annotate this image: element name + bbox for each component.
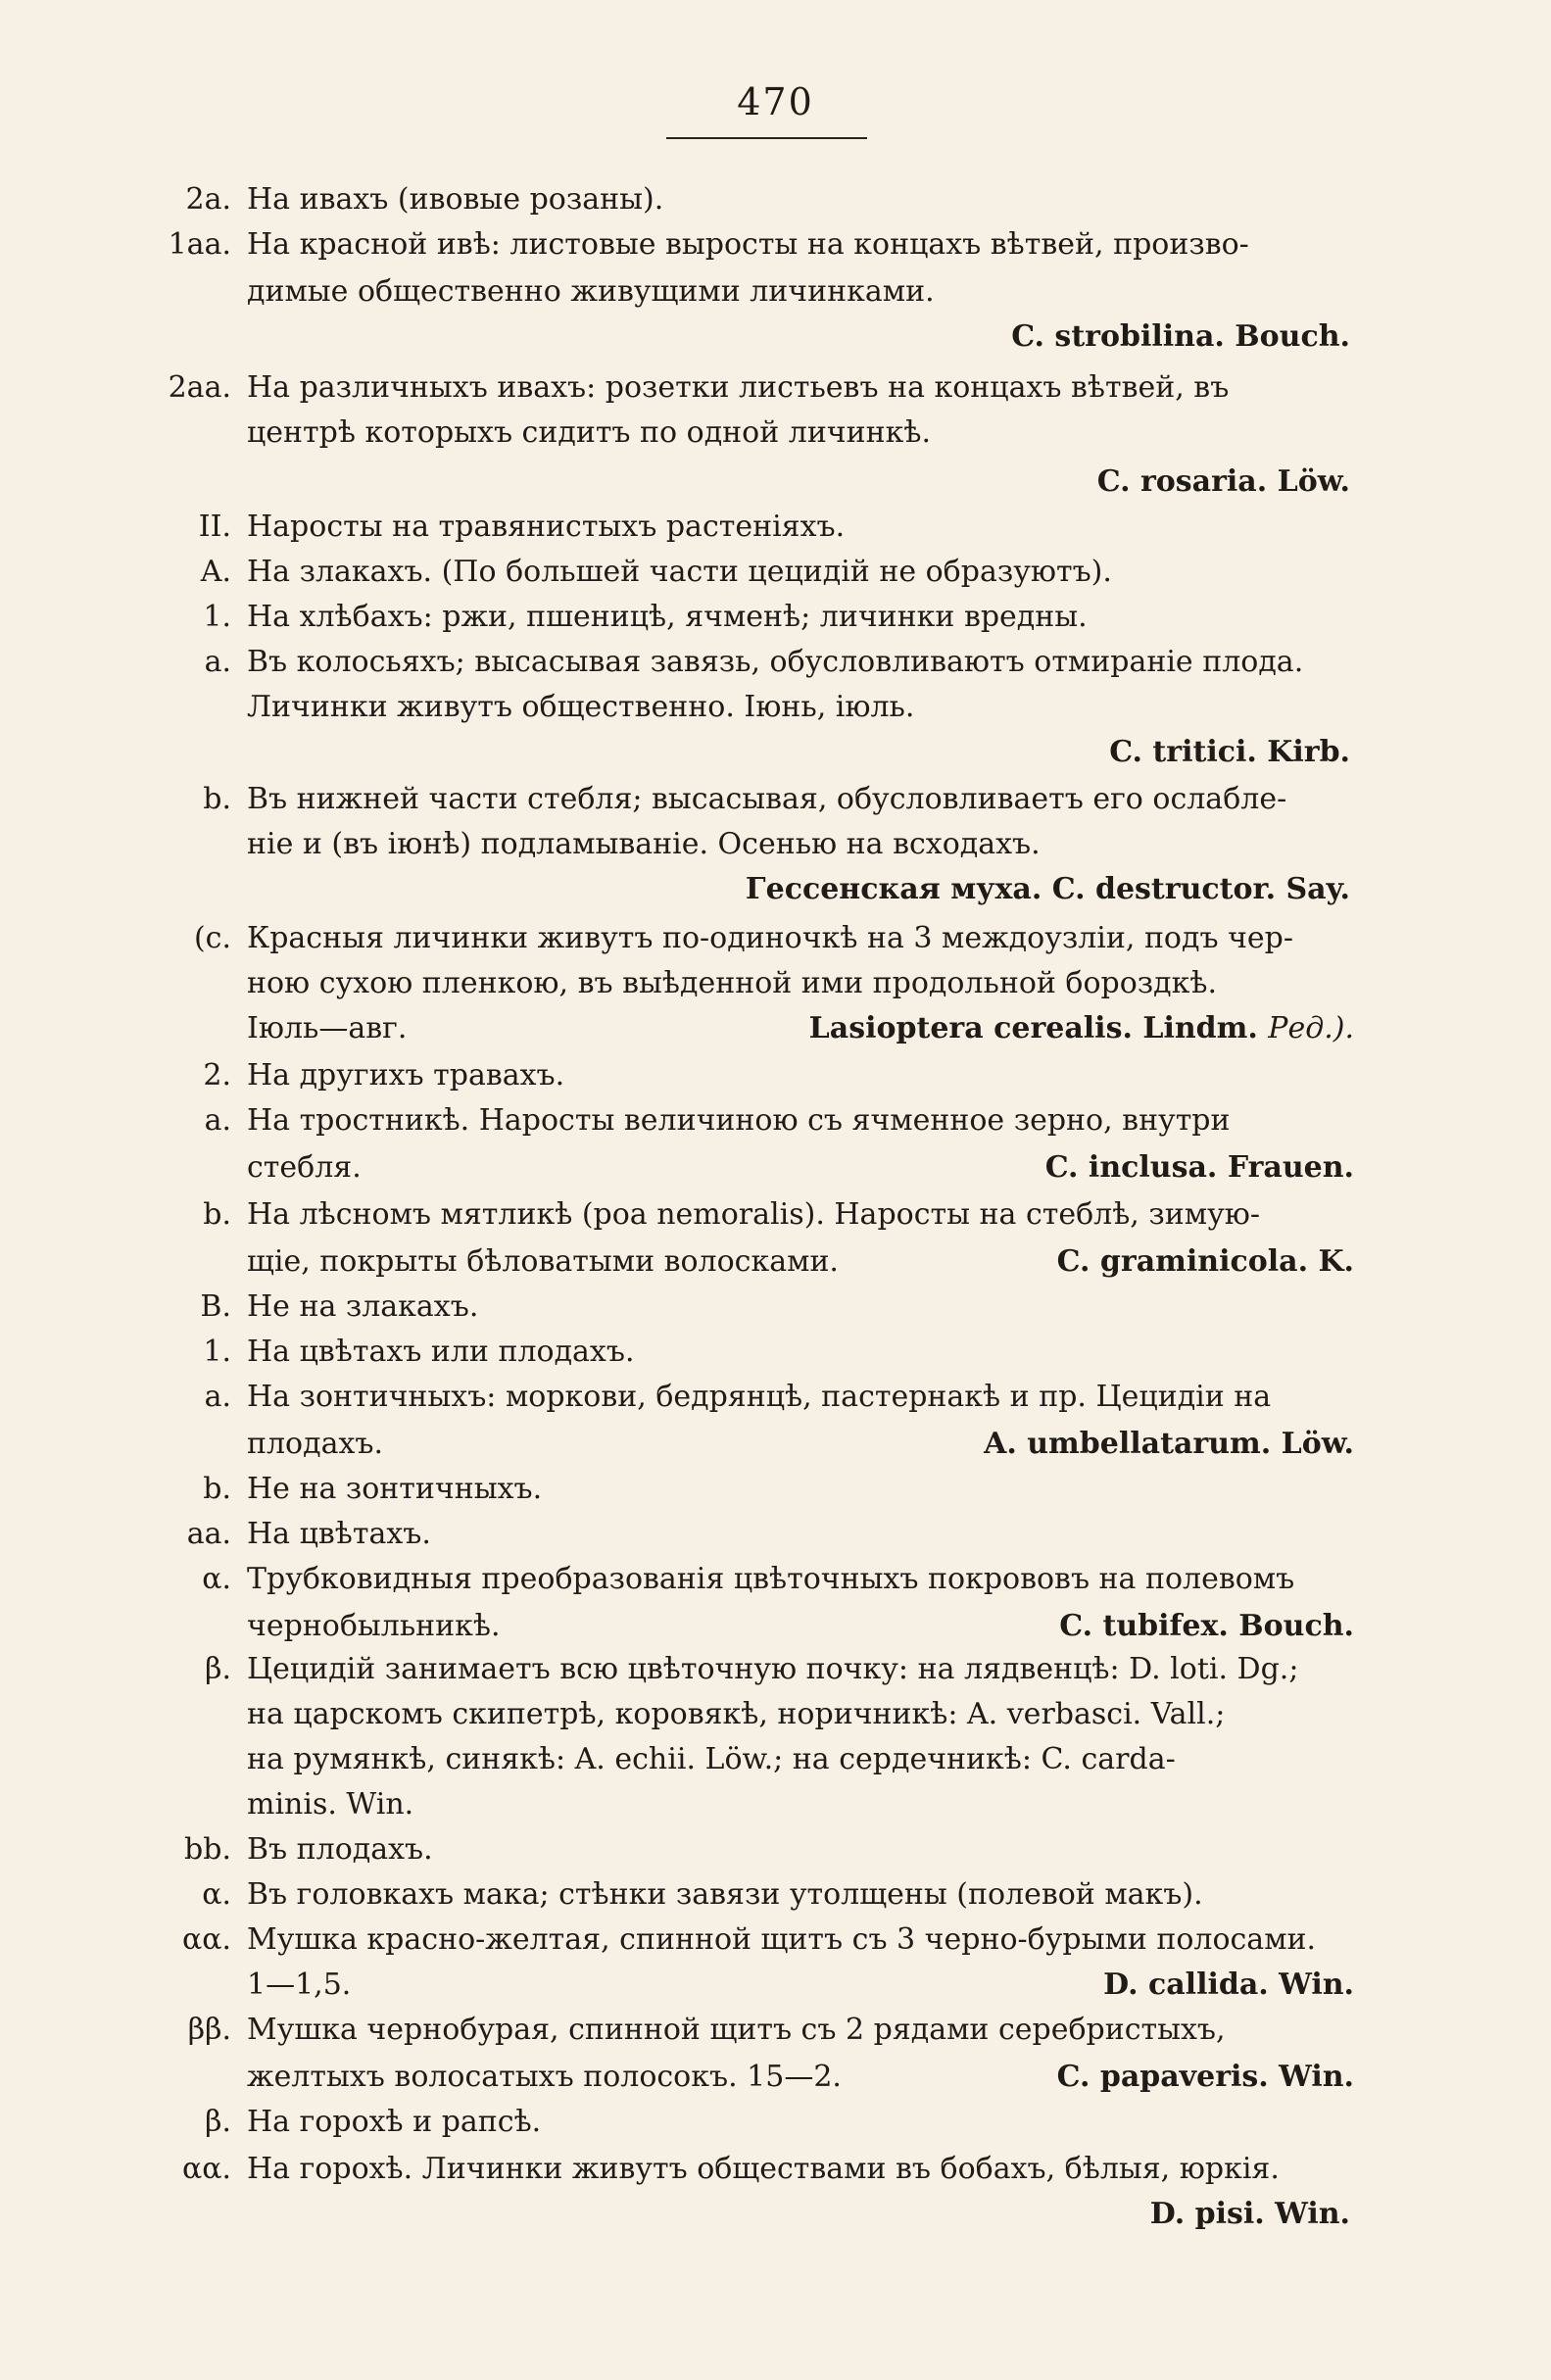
- entry-text: Въ головкахъ мака; стѣнки завязи утолщены (полевой макъ).: [247, 1877, 1203, 1912]
- entry-text: Въ колосьяхъ; высасывая завязь, обусловливаютъ отмираніе плода.: [247, 645, 1304, 679]
- entry-label: ββ.: [187, 2013, 231, 2047]
- text-line: [0, 1917, 1551, 1964]
- entry-text: Мушка чернобурая, спинной щитъ съ 2 рядами серебристыхъ,: [247, 2013, 1226, 2047]
- species-name: C. strobilina. Bouch.: [1011, 319, 1350, 354]
- text-line: [0, 1329, 1551, 1376]
- entry-text: Не на злакахъ.: [247, 1289, 479, 1324]
- entry-label: 2аа.: [168, 370, 231, 405]
- text-line: [0, 866, 1551, 913]
- text-line: [0, 459, 1551, 506]
- entry-label: 2а.: [185, 182, 231, 217]
- text-line: [0, 1826, 1551, 1873]
- text-line: [0, 1144, 1551, 1191]
- entry-label: 1.: [203, 1335, 231, 1369]
- entry-text: На красной ивѣ: листовые выросты на концахъ вѣтвей, произво-: [247, 227, 1249, 262]
- entry-text: На горохѣ. Личинки живутъ обществами въ бобахъ, бѣлыя, юркія.: [247, 2152, 1280, 2186]
- entry-text: 1—1,5.: [247, 1967, 352, 2002]
- text-line: [0, 2007, 1551, 2054]
- text-line: [0, 268, 1551, 316]
- entry-label: B.: [200, 1289, 231, 1324]
- entry-label: aa.: [186, 1517, 231, 1551]
- text-line: [0, 504, 1551, 551]
- entry-label: b.: [203, 1472, 231, 1506]
- text-line: [0, 1556, 1551, 1603]
- entry-label: a.: [204, 1380, 231, 1414]
- text-line: [0, 1691, 1551, 1738]
- species-name: C. graminicola. K.: [1056, 1244, 1354, 1279]
- editor-note: Ред.).: [1268, 1011, 1354, 1045]
- species-name: D. callida. Win.: [1103, 1967, 1354, 2002]
- text-line: [0, 1466, 1551, 1513]
- entry-label: 1аа.: [168, 227, 231, 262]
- text-line: [0, 176, 1551, 223]
- entry-label: αα.: [181, 2152, 231, 2186]
- text-line: [0, 1052, 1551, 1099]
- entry-text: ніе и (въ іюнѣ) подламываніе. Осенью на всходахъ.: [247, 827, 1041, 861]
- text-line: [0, 1603, 1551, 1650]
- entry-text: щіе, покрыты бѣловатыми волосками.: [247, 1244, 839, 1279]
- text-with-species: [247, 1603, 1354, 1650]
- text-line: [0, 594, 1551, 641]
- text-line: [0, 1646, 1551, 1693]
- entry-label: II.: [198, 510, 231, 544]
- entry-text: На горохѣ и рапсѣ.: [247, 2105, 542, 2139]
- text-line: [0, 729, 1551, 776]
- entry-text: на румянкѣ, синякѣ: A. echii. Löw.; на сердечникѣ: C. carda-: [247, 1742, 1176, 1776]
- entry-label: β.: [205, 1652, 231, 1686]
- species-name: A. umbellatarum. Löw.: [984, 1427, 1354, 1461]
- entry-label: (c.: [193, 921, 231, 955]
- entry-text: На цвѣтахъ.: [247, 1517, 431, 1551]
- text-line: [0, 1781, 1551, 1828]
- entry-label: bb.: [184, 1832, 231, 1867]
- text-line: [0, 1239, 1551, 1286]
- species-name: C. inclusa. Frauen.: [1044, 1150, 1354, 1185]
- text-line: [0, 776, 1551, 823]
- entry-text: Трубковидныя преобразованія цвѣточныхъ покрововъ на полевомъ: [247, 1562, 1295, 1596]
- entry-label: αα.: [181, 1922, 231, 1957]
- entry-text: На цвѣтахъ или плодахъ.: [247, 1335, 635, 1369]
- entry-text: Въ плодахъ.: [247, 1832, 433, 1867]
- entry-text: Наросты на травянистыхъ растеніяхъ.: [247, 510, 846, 544]
- entry-text: димые общественно живущими личинками.: [247, 274, 935, 309]
- species-name: C. tubifex. Bouch.: [1059, 1609, 1354, 1643]
- entry-text: чернобыльникѣ.: [247, 1609, 501, 1643]
- species-name: D. pisi. Win.: [1149, 2197, 1350, 2231]
- entry-label: 1.: [203, 600, 231, 634]
- text-line: [0, 960, 1551, 1007]
- text-line: [0, 1097, 1551, 1144]
- entry-text: На тростникѣ. Наросты величиною съ ячменное зерно, внутри: [247, 1103, 1231, 1138]
- text-line: [0, 684, 1551, 731]
- entry-text: на царскомъ скипетрѣ, коровякѣ, норичникѣ: A. verbasci. Vall.;: [247, 1697, 1226, 1731]
- entry-text: Личинки живутъ общественно. Іюнь, іюль.: [247, 690, 915, 724]
- text-line: [0, 1736, 1551, 1783]
- entry-label: α.: [202, 1562, 231, 1596]
- text-line: [0, 1191, 1551, 1239]
- entry-text: Красныя личинки живутъ по-одиночкѣ на 3 междоузліи, подъ чер-: [247, 921, 1294, 955]
- entry-text: желтыхъ волосатыхъ полосокъ. 15—2.: [247, 2060, 842, 2094]
- text-line: [0, 549, 1551, 596]
- entry-text: Цецидій занимаетъ всю цвѣточную почку: на лядвенцѣ: D. loti. Dg.;: [247, 1652, 1299, 1686]
- text-with-species: [247, 1144, 1354, 1191]
- entry-text: стебля.: [247, 1150, 362, 1185]
- entry-label: A.: [200, 555, 231, 589]
- entry-text: На зонтичныхъ: моркови, бедрянцѣ, пастернакѣ и пр. Цецидіи на: [247, 1380, 1272, 1414]
- text-with-species: [247, 1239, 1354, 1286]
- text-line: [0, 1962, 1551, 2009]
- entry-text: ною сухою пленкою, въ выѣденной ими продольной бороздкѣ.: [247, 966, 1218, 1000]
- entry-text: На ивахъ (ивовые розаны).: [247, 182, 664, 217]
- species-name: Гессенская муха. C. destructor. Say.: [745, 872, 1350, 906]
- page-number: 470: [737, 80, 814, 123]
- species-name: C. papaveris. Win.: [1056, 2060, 1354, 2094]
- header-rule: [666, 137, 867, 139]
- text-line: [0, 1005, 1551, 1052]
- text-line: [0, 915, 1551, 962]
- entry-text: На злакахъ. (По большей части цецидій не образуютъ).: [247, 555, 1112, 589]
- text-line: [0, 364, 1551, 412]
- entry-label: α.: [202, 1877, 231, 1912]
- text-line: [0, 410, 1551, 457]
- text-with-species: [247, 1421, 1354, 1468]
- entry-text: На лѣсномъ мятликѣ (poa nemoralis). Наросты на стеблѣ, зимую-: [247, 1197, 1260, 1232]
- text-line: [0, 1421, 1551, 1468]
- entry-text: Въ нижней части стебля; высасывая, обусловливаетъ его ослабле-: [247, 782, 1287, 816]
- species-name: Lasioptera cerealis. Lindm. Ред.).: [808, 1011, 1354, 1045]
- entry-text: Мушка красно-желтая, спинной щитъ съ 3 черно-бурыми полосами.: [247, 1922, 1317, 1957]
- entry-label: β.: [205, 2105, 231, 2139]
- entry-text: На различныхъ ивахъ: розетки листьевъ на концахъ вѣтвей, въ: [247, 370, 1230, 405]
- text-line: [0, 314, 1551, 361]
- text-line: [0, 821, 1551, 868]
- species-name: C. rosaria. Löw.: [1096, 464, 1350, 499]
- entry-text: minis. Win.: [247, 1787, 414, 1821]
- text-with-species: [247, 2054, 1354, 2101]
- text-line: [0, 1871, 1551, 1919]
- text-line: [0, 1284, 1551, 1331]
- entry-text: Не на зонтичныхъ.: [247, 1472, 543, 1506]
- entry-label: 2.: [203, 1058, 231, 1093]
- entry-label: b.: [203, 1197, 231, 1232]
- text-line: [0, 2146, 1551, 2193]
- entry-label: a.: [204, 645, 231, 679]
- entry-label: b.: [203, 782, 231, 816]
- text-with-species: [247, 1962, 1354, 2009]
- text-line: [0, 639, 1551, 686]
- species-name: C. tritici. Kirb.: [1109, 735, 1350, 769]
- text-line: [0, 221, 1551, 268]
- text-line: [0, 1511, 1551, 1558]
- entry-label: a.: [204, 1103, 231, 1138]
- entry-text: На другихъ травахъ.: [247, 1058, 565, 1093]
- text-line: [0, 2054, 1551, 2101]
- text-line: [0, 2099, 1551, 2146]
- text-line: [0, 2191, 1551, 2238]
- text-with-species: [247, 1005, 1354, 1052]
- text-line: [0, 1374, 1551, 1421]
- entry-text: На хлѣбахъ: ржи, пшеницѣ, ячменѣ; личинки вредны.: [247, 600, 1088, 634]
- entry-text: плодахъ.: [247, 1427, 384, 1461]
- entry-text: Іюль—авг.: [247, 1011, 408, 1045]
- entry-text: центрѣ которыхъ сидитъ по одной личинкѣ.: [247, 415, 932, 450]
